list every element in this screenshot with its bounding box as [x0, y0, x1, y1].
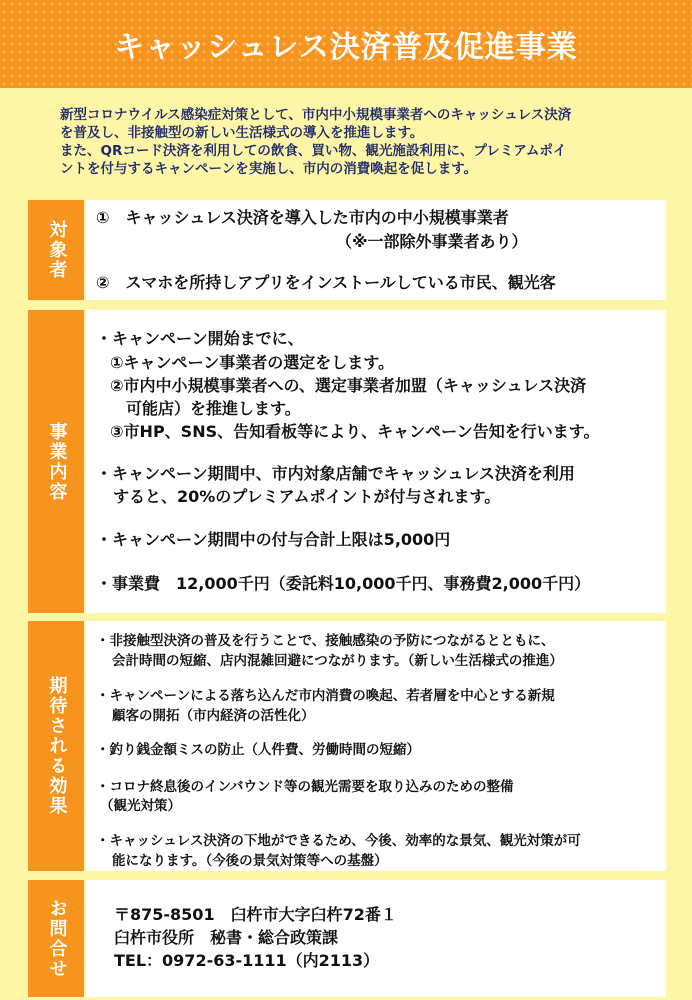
content-box: [86, 310, 666, 613]
intro-line: また、QRコード決済を利用しての飲食、買い物、観光施設利用に、プレミアムポイ: [60, 143, 567, 159]
effect-line: 能になります。（今後の景気対策等への基盤）: [112, 853, 388, 869]
contact-phone: TEL：0972-63-1111（内2113）: [114, 951, 380, 970]
targets-box: [86, 200, 666, 300]
title-banner: [0, 0, 692, 88]
contact-address: 〒875-8501 臼杵市大字臼杵72番１: [114, 905, 397, 924]
effects-box: [86, 621, 666, 871]
content-line: ・キャンペーン期間中、市内対象店舗でキャッシュレス決済を利用: [96, 464, 575, 483]
target-line: ② スマホを所持しアプリをインストールしている市民、観光客: [96, 273, 556, 292]
page-title: キャッシュレス決済普及促進事業: [114, 30, 578, 65]
content-line: 可能店）を推進します。: [126, 399, 301, 418]
effect-line: 顧客の開拓（市内経済の活性化）: [112, 708, 315, 724]
content-line: ・キャンペーン期間中の付与合計上限は5,000円: [96, 530, 451, 549]
contact-tag: お問合せ: [28, 880, 84, 997]
intro-line: 新型コロナウイルス感染症対策として、市内中小規模事業者へのキャッシュレス決済: [60, 107, 572, 123]
content-line: ・事業費 12,000千円（委託料10,000千円、事務費2,000千円）: [96, 574, 591, 593]
content-line: すると、20%のプレミアムポイントが付与されます。: [113, 487, 501, 506]
effect-line: ・非接触型決済の普及を行うことで、接触感染の予防につながるとともに、: [96, 633, 555, 649]
targets-tag: 対象者: [28, 200, 84, 300]
content-section: [28, 310, 666, 613]
target-note: （※一部除外事業者あり）: [336, 232, 528, 251]
intro-line: を普及し、非接触型の新しい生活様式の導入を推進します。: [60, 125, 424, 141]
effect-line: （観光対策）: [100, 798, 181, 814]
content-line: ①キャンペーン事業者の選定をします。: [110, 353, 394, 372]
intro-text: [60, 106, 660, 178]
effect-line: ・釣り銭金額ミスの防止（人件費、労働時間の短縮）: [96, 742, 420, 758]
effects-section: [28, 621, 666, 871]
content-tag: 事業内容: [28, 310, 84, 613]
contact-box: [86, 880, 666, 997]
content-line: ・キャンペーン開始までに、: [96, 329, 304, 348]
contact-office: 臼杵市役所 秘書・総合政策課: [114, 928, 339, 947]
effect-line: ・キャンペーンによる落ち込んだ市内消費の喚起、若者層を中心とする新規: [96, 688, 555, 704]
effect-line: 会計時間の短縮、店内混雑回避につながります。（新しい生活様式の推進）: [112, 653, 563, 669]
effect-line: ・キャッシュレス決済の下地ができるため、今後、効率的な景気、観光対策が可: [96, 833, 581, 849]
target-line: ① キャッシュレス決済を導入した市内の中小規模事業者: [96, 208, 509, 227]
effect-line: ・コロナ終息後のインバウンド等の観光需要を取り込みのための整備: [96, 779, 514, 795]
effects-tag: 期待される効果: [28, 621, 84, 871]
content-line: ③市HP、SNS、告知看板等により、キャンペーン告知を行います。: [110, 422, 600, 441]
targets-section: [28, 200, 666, 300]
content-line: ②市内中小規模事業者への、選定事業者加盟（キャッシュレス決済: [110, 376, 587, 395]
intro-line: ントを付与するキャンペーンを実施し、市内の消費喚起を促します。: [60, 161, 478, 177]
contact-section: [28, 880, 666, 997]
